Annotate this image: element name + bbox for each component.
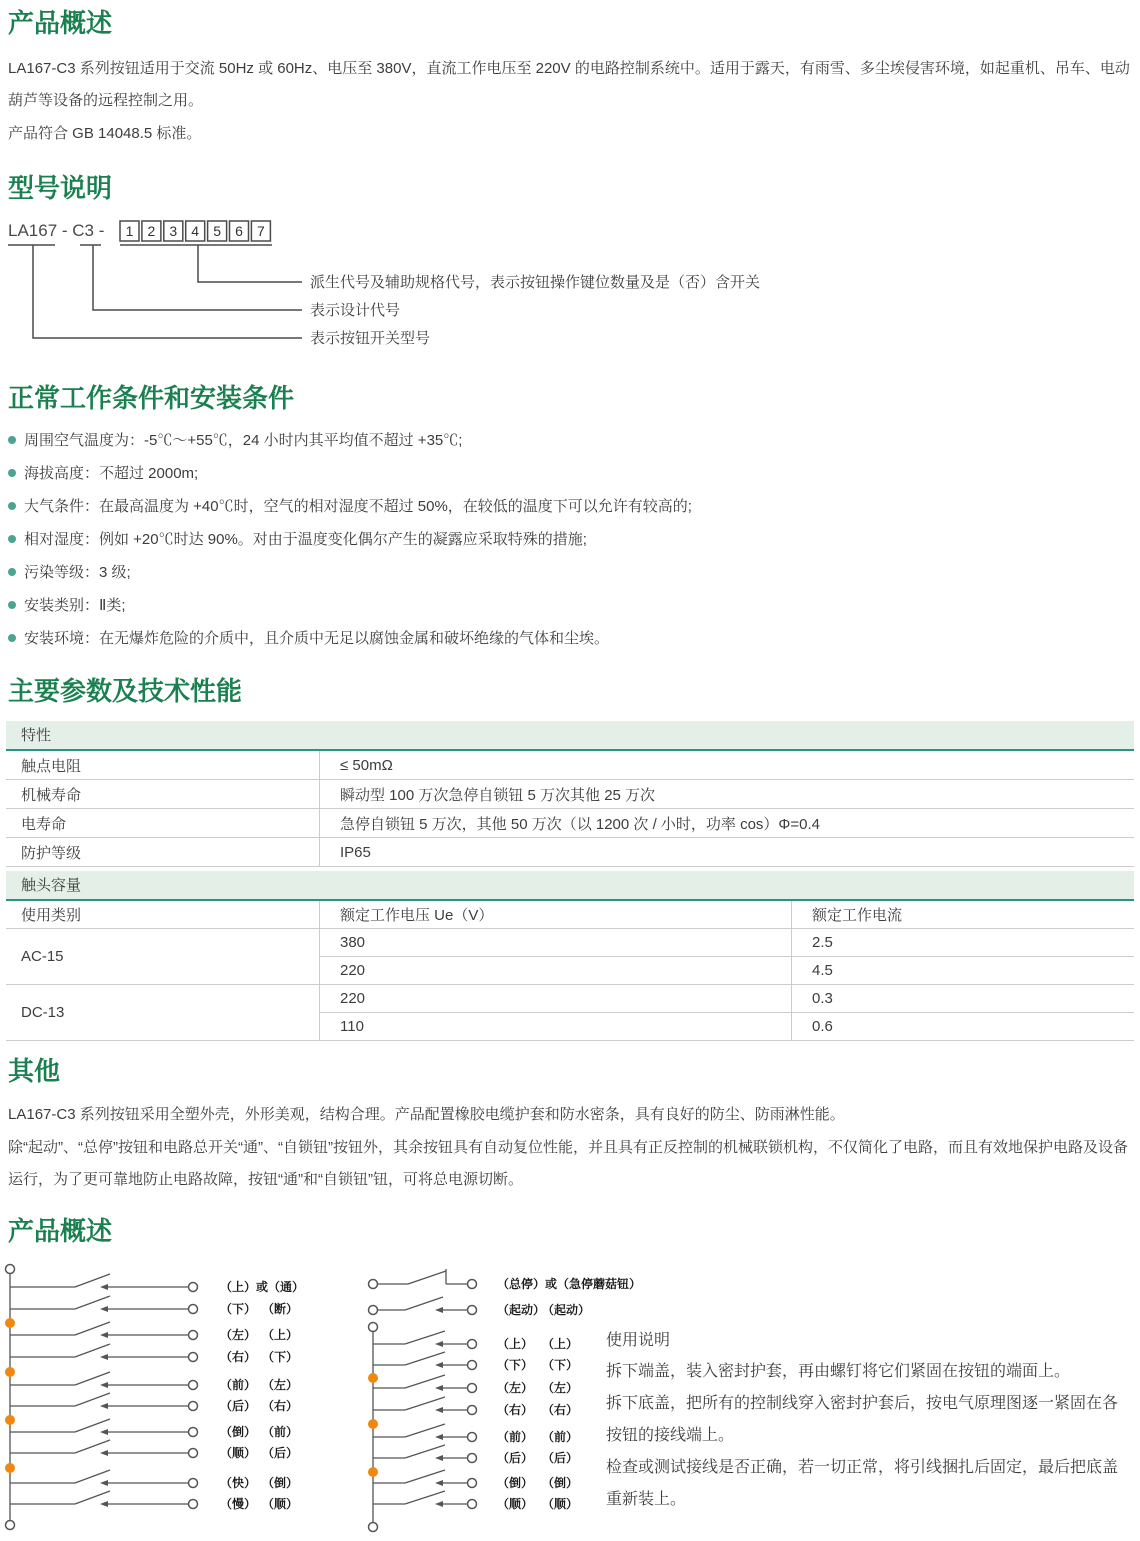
table-cell: 220 [320, 957, 792, 985]
other-paragraph-2: 除“起动”、“总停”按钮和电路总开关“通”、“自锁钮”按钮外，其余按钮具有自动复位性能，并且具有正反控制的机械联锁机构，不仅简化了电路，而且有效地保护电路及设备运行，为了更可靠地防止电路故障，按钮“通”和“自锁钮”钮，可将总电源切断。 [8, 1139, 1128, 1188]
contact-label: （前） [497, 1430, 534, 1444]
contact-arrow [100, 1284, 108, 1290]
terminal-circle [468, 1500, 477, 1509]
callout-line-derivative [198, 245, 302, 282]
section-title-other: 其他 [8, 1056, 61, 1086]
switch-blade [75, 1344, 110, 1357]
contact-label: （倒） [220, 1425, 257, 1439]
contact-arrow [100, 1403, 108, 1409]
contact-label: （右） [542, 1403, 579, 1417]
switch-blade [405, 1331, 445, 1344]
model-prefix: LA167 - C3 - [8, 221, 105, 240]
junction-dot [5, 1318, 15, 1328]
bullet-icon [8, 634, 16, 642]
overview-paragraph: LA167-C3 系列按钮适用于交流 50Hz 或 60Hz、电压至 380V，直流工作电压至 220V 的电路控制系统中。适用于露天，有雨雪、多尘埃侵害环境，如起重机、吊车、电动葫芦等设备的远程控制之用。 [8, 60, 1130, 109]
terminal-circle [468, 1340, 477, 1349]
contact-label: （快） [220, 1476, 257, 1490]
terminal-circle [189, 1353, 198, 1362]
table-cell: ≤ 50mΩ [320, 751, 1135, 780]
contact-label: （总停）或（急停蘑菇钮） [497, 1277, 642, 1291]
terminal-circle [468, 1384, 477, 1393]
switch-blade [405, 1297, 443, 1310]
condition-text: 安装环境：在无爆炸危险的介质中，且介质中无足以腐蚀金属和破坏绝缘的气体和尘埃。 [24, 630, 610, 647]
switch-blade [405, 1375, 445, 1388]
switch-blade [405, 1470, 445, 1483]
table-cell: 220 [320, 985, 792, 1013]
contact-arrow [100, 1450, 108, 1456]
contact-label: （上） [542, 1337, 579, 1351]
contact-label: （起动） [542, 1303, 591, 1317]
table-caption-characteristics: 特性 [6, 721, 1134, 751]
table-row [6, 985, 1134, 1013]
usage-title: 使用说明 [606, 1332, 671, 1349]
table-cell: 触点电阻 [6, 751, 320, 780]
contact-label: （右） [497, 1403, 534, 1417]
terminal-circle [189, 1479, 198, 1488]
digit-label: 7 [257, 223, 265, 239]
switch-blade [75, 1322, 110, 1335]
bullet-icon [8, 502, 16, 510]
bullet-icon [8, 568, 16, 576]
digit-label: 5 [213, 223, 221, 239]
callout-derivative-label: 派生代号及辅助规格代号，表示按钮操作键位数量及是（否）含开关 [310, 274, 761, 291]
contact-arrow [435, 1385, 443, 1391]
condition-text: 大气条件：在最高温度为 +40℃时，空气的相对湿度不超过 50%，在较低的温度下可以允许有较高的; [24, 498, 692, 515]
terminal-circle [189, 1283, 198, 1292]
condition-item [8, 423, 692, 456]
terminal-circle [468, 1361, 477, 1370]
contact-label: （右） [262, 1399, 299, 1413]
contact-arrow [435, 1480, 443, 1486]
condition-item [8, 621, 692, 654]
terminal-circle [369, 1523, 378, 1532]
table-cell: 瞬动型 100 万次急停自锁钮 5 万次其他 25 万次 [320, 780, 1135, 809]
usage-line: 检查或测试接线是否正确，若一切正常，将引线捆扎后固定，最后把底盖重新装上。 [606, 1459, 1119, 1508]
table-cell: 110 [320, 1013, 792, 1041]
switch-blade [408, 1271, 446, 1284]
callout-type-label: 表示按钮开关型号 [310, 330, 431, 347]
contact-label: （起动） [497, 1303, 546, 1317]
terminal-circle [468, 1433, 477, 1442]
contact-label: （左） [220, 1328, 257, 1342]
junction-dot [5, 1463, 15, 1473]
model-digit-boxes [120, 221, 270, 241]
condition-item [8, 489, 692, 522]
switch-blade [75, 1470, 110, 1483]
contact-label: （顺） [542, 1497, 579, 1511]
table-cell: 电寿命 [6, 809, 320, 838]
digit-label: 4 [191, 223, 200, 239]
contact-capacity-table [6, 901, 1134, 1041]
switch-blade [405, 1352, 445, 1365]
contact-arrow [435, 1307, 443, 1313]
contact-arrow [100, 1382, 108, 1388]
contact-label: （倒） [497, 1476, 534, 1490]
contact-label: （倒） [262, 1476, 299, 1490]
condition-text: 周围空气温度为：-5℃～+55℃，24 小时内其平均值不超过 +35℃; [24, 432, 463, 449]
bullet-icon [8, 436, 16, 444]
junction-dot [368, 1467, 378, 1477]
switch-blade [75, 1372, 110, 1385]
contact-arrow [100, 1429, 108, 1435]
contact-capacity-table-wrap [6, 871, 1134, 1041]
junction-dot [5, 1367, 15, 1377]
contact-label: （下） [262, 1350, 299, 1364]
digit-label: 6 [235, 223, 243, 239]
terminal-circle [468, 1479, 477, 1488]
usage-line: 拆下端盖，装入密封护套，再由螺钉将它们紧固在按钮的端面上。 [606, 1363, 1071, 1380]
switch-blade [75, 1419, 110, 1432]
contact-arrow [435, 1407, 443, 1413]
digit-label: 3 [169, 223, 178, 239]
switch-blade [405, 1445, 445, 1458]
terminal-circle [189, 1500, 198, 1509]
terminal-circle [6, 1521, 15, 1530]
bullet-icon [8, 469, 16, 477]
terminal-circle [468, 1280, 477, 1289]
characteristics-table [6, 751, 1134, 867]
callout-design-label: 表示设计代号 [310, 302, 401, 319]
switch-blade [405, 1491, 445, 1504]
terminal-circle [6, 1265, 15, 1274]
digit-label: 2 [147, 223, 156, 239]
switch-blade [405, 1424, 445, 1437]
table-cell: 急停自锁钮 5 万次，其他 50 万次（以 1200 次 / 小时，功率 cos）Φ=0.4 [320, 809, 1135, 838]
condition-text: 海拔高度：不超过 2000m; [24, 465, 199, 482]
table-row [6, 751, 1134, 780]
terminal-circle [468, 1454, 477, 1463]
contact-label: （慢） [220, 1497, 257, 1511]
switch-blade [405, 1397, 445, 1410]
terminal-circle [189, 1305, 198, 1314]
table-row [6, 809, 1134, 838]
condition-item [8, 588, 692, 621]
contact-arrow [100, 1354, 108, 1360]
switch-blade [75, 1274, 110, 1287]
condition-item [8, 456, 692, 489]
terminal-circle [189, 1449, 198, 1458]
usage-lines [606, 1356, 1126, 1516]
contact-label: （前） [220, 1378, 257, 1392]
condition-text: 相对湿度：例如 +20℃时达 90%。对由于温度变化偶尔产生的凝露应采取特殊的措施; [24, 531, 587, 548]
digit-label: 1 [125, 223, 134, 239]
contact-label: （前） [542, 1430, 579, 1444]
table-row [6, 838, 1134, 867]
conditions-list [8, 423, 692, 654]
table-cell: 0.6 [792, 1013, 1135, 1041]
contact-label: （倒） [542, 1476, 579, 1490]
condition-text: 污染等级：3 级; [24, 564, 131, 581]
contact-label: （下） [220, 1302, 257, 1316]
category-cell: DC-13 [6, 985, 320, 1041]
contact-label: （后） [262, 1446, 299, 1460]
table-row [6, 780, 1134, 809]
terminal-circle [369, 1280, 378, 1289]
contact-label: （顺） [220, 1446, 257, 1460]
terminal-circle [189, 1402, 198, 1411]
contact-label: （左） [262, 1378, 299, 1392]
junction-dot [368, 1373, 378, 1383]
condition-item [8, 522, 692, 555]
switch-blade [75, 1440, 110, 1453]
contact-label: （顺） [262, 1497, 299, 1511]
terminal-circle [189, 1331, 198, 1340]
contact-label: （前） [262, 1425, 299, 1439]
table-cell: 4.5 [792, 957, 1135, 985]
column-header-category: 使用类别 [6, 901, 320, 929]
condition-item [8, 555, 692, 588]
bullet-icon [8, 601, 16, 609]
contact-arrow [435, 1434, 443, 1440]
switch-blade [75, 1491, 110, 1504]
table-row [6, 929, 1134, 957]
table-cell: 380 [320, 929, 792, 957]
contact-label: （左） [542, 1381, 579, 1395]
contact-label: （上） [497, 1337, 534, 1351]
table-caption-contact-capacity: 触头容量 [6, 871, 1134, 901]
column-header-voltage: 额定工作电压 Ue（V） [320, 901, 792, 929]
contact-arrow [435, 1501, 443, 1507]
condition-text: 安装类别：Ⅱ类; [24, 597, 126, 614]
usage-notes [606, 1326, 1126, 1516]
terminal-circle [189, 1428, 198, 1437]
contact-label: （下） [497, 1358, 534, 1372]
section-title-conditions: 正常工作条件和安装条件 [8, 383, 295, 413]
section-title-parameters: 主要参数及技术性能 [8, 676, 243, 706]
terminal-circle [468, 1406, 477, 1415]
table-cell: 机械寿命 [6, 780, 320, 809]
model-number-diagram [0, 210, 900, 360]
table-cell: 2.5 [792, 929, 1135, 957]
category-cell: AC-15 [6, 929, 320, 985]
contact-arrow [435, 1455, 443, 1461]
overview-standard-note: 产品符合 GB 14048.5 标准。 [8, 125, 202, 142]
terminal-circle [369, 1323, 378, 1332]
bullet-icon [8, 535, 16, 543]
contact-arrow [435, 1362, 443, 1368]
contact-label: （断） [262, 1302, 299, 1316]
section-title-model: 型号说明 [8, 173, 113, 203]
characteristics-table-wrap [6, 721, 1134, 867]
table-cell: IP65 [320, 838, 1135, 867]
table-cell: 防护等级 [6, 838, 320, 867]
contact-arrow [100, 1480, 108, 1486]
terminal-circle [189, 1381, 198, 1390]
callout-line-type [33, 245, 302, 338]
usage-line: 拆下底盖，把所有的控制线穿入密封护套后，按电气原理图逐一紧固在各按钮的接线端上。 [606, 1395, 1119, 1444]
contact-label: （后） [497, 1451, 534, 1465]
other-paragraph-1: LA167-C3 系列按钮采用全塑外壳，外形美观，结构合理。产品配置橡胶电缆护套和防水密条，具有良好的防尘、防雨淋性能。 [8, 1106, 845, 1123]
column-header-current: 额定工作电流 [792, 901, 1135, 929]
contact-arrow [100, 1501, 108, 1507]
contact-label: （后） [220, 1399, 257, 1413]
junction-dot [368, 1419, 378, 1429]
contact-label: （左） [497, 1381, 534, 1395]
switch-blade [75, 1296, 110, 1309]
contact-label: （下） [542, 1358, 579, 1372]
contact-label: （上） [262, 1328, 299, 1342]
contact-label: （后） [542, 1451, 579, 1465]
terminal-circle [468, 1306, 477, 1315]
switch-blade [75, 1393, 110, 1406]
table-header-row [6, 901, 1134, 929]
contact-arrow [435, 1341, 443, 1347]
contact-label: （右） [220, 1350, 257, 1364]
section-title-overview: 产品概述 [8, 8, 113, 38]
section-title-wiring: 产品概述 [8, 1216, 113, 1246]
contact-label: （顺） [497, 1497, 534, 1511]
terminal-circle [369, 1306, 378, 1315]
junction-dot [5, 1415, 15, 1425]
contact-arrow [100, 1332, 108, 1338]
contact-label: （上）或（通） [220, 1280, 305, 1294]
contact-arrow [100, 1306, 108, 1312]
table-cell: 0.3 [792, 985, 1135, 1013]
